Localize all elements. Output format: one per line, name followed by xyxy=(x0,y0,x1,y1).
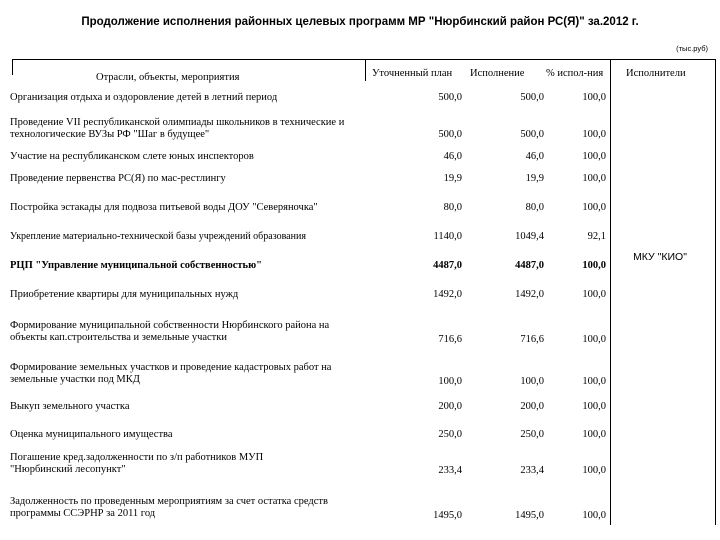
executor-label: МКУ "КИО" xyxy=(633,251,687,263)
row-fact: 250,0 xyxy=(520,429,544,440)
row-fact: 500,0 xyxy=(520,92,544,103)
row-plan: 1492,0 xyxy=(433,289,462,300)
row-name: Задолженность по проведенным мероприятиям за счет остатка средств программы ССЭРНР за 2011 год xyxy=(10,496,328,519)
row-plan: 100,0 xyxy=(438,376,462,387)
header-plan: Уточненный план xyxy=(372,68,453,79)
header-executor: Исполнители xyxy=(626,68,686,79)
row-percent: 100,0 xyxy=(582,401,606,412)
row-name: Проведение VII республиканской олимпиады школьников в технические и технологические ВУЗы РФ "Шаг в будущее" xyxy=(10,117,345,140)
row-name: Оценка муниципального имущества xyxy=(10,429,173,440)
row-plan: 80,0 xyxy=(443,202,462,213)
row-name: Проведение первенства РС(Я) по мас-рестлингу xyxy=(10,173,226,184)
row-fact: 80,0 xyxy=(525,202,544,213)
row-name: РЦП "Управление муниципальной собственностью" xyxy=(10,260,262,271)
row-name: Формирование земельных участков и проведение кадастровых работ на земельные участки под МКД xyxy=(10,362,332,385)
row-plan: 4487,0 xyxy=(433,260,462,271)
header-fact: Исполнение xyxy=(470,68,525,79)
row-percent: 100,0 xyxy=(582,289,606,300)
row-percent: 100,0 xyxy=(582,429,606,440)
row-fact: 233,4 xyxy=(520,465,544,476)
row-plan: 19,9 xyxy=(443,173,462,184)
header-name: Отрасли, объекты, мероприятия xyxy=(96,72,240,83)
row-percent: 100,0 xyxy=(582,129,606,140)
row-percent: 100,0 xyxy=(582,376,606,387)
row-plan: 46,0 xyxy=(443,151,462,162)
row-fact: 100,0 xyxy=(520,376,544,387)
row-percent: 100,0 xyxy=(582,202,606,213)
row-name: Приобретение квартиры для муниципальных нужд xyxy=(10,289,239,300)
row-plan: 200,0 xyxy=(438,401,462,412)
row-name: Участие на республиканском слете юных инспекторов xyxy=(10,151,254,162)
row-name: Погашение кред.задолженности по з/п работников МУП "Нюрбинский лесопункт" xyxy=(10,452,264,475)
row-name: Постройка эстакады для подвоза питьевой воды ДОУ "Северяночка" xyxy=(10,202,318,213)
units-note: (тыс.руб) xyxy=(676,44,708,53)
row-percent: 100,0 xyxy=(582,334,606,345)
row-percent: 92,1 xyxy=(587,231,606,242)
column-divider xyxy=(715,59,716,525)
row-fact: 1495,0 xyxy=(515,510,544,521)
row-plan: 233,4 xyxy=(438,465,462,476)
column-divider xyxy=(12,59,13,75)
row-percent: 100,0 xyxy=(582,173,606,184)
column-divider xyxy=(365,59,366,81)
row-fact: 500,0 xyxy=(520,129,544,140)
row-percent: 100,0 xyxy=(582,92,606,103)
row-fact: 4487,0 xyxy=(515,260,544,271)
row-plan: 1495,0 xyxy=(433,510,462,521)
row-fact: 200,0 xyxy=(520,401,544,412)
row-plan: 250,0 xyxy=(438,429,462,440)
row-fact: 46,0 xyxy=(525,151,544,162)
row-plan: 1140,0 xyxy=(433,231,462,242)
row-name: Формирование муниципальной собственности Нюрбинского района на объекты кап.строительства и земельные участки xyxy=(10,320,330,343)
row-fact: 1049,4 xyxy=(515,231,544,242)
document-title: Продолжение исполнения районных целевых программ МР "Нюрбинский район РС(Я)" за.2012 г. xyxy=(81,16,639,28)
row-name: Выкуп земельного участка xyxy=(10,401,130,412)
row-plan: 716,6 xyxy=(438,334,462,345)
row-plan: 500,0 xyxy=(438,129,462,140)
row-name: Укрепление материально-технической базы учреждений образования xyxy=(10,231,306,242)
row-percent: 100,0 xyxy=(582,510,606,521)
row-fact: 19,9 xyxy=(525,173,544,184)
column-divider xyxy=(610,59,611,525)
header-percent: % испол-ния xyxy=(546,68,604,79)
row-percent: 100,0 xyxy=(582,260,606,271)
row-plan: 500,0 xyxy=(438,92,462,103)
row-fact: 1492,0 xyxy=(515,289,544,300)
row-percent: 100,0 xyxy=(582,465,606,476)
row-name: Организация отдыха и оздоровление детей в летний период xyxy=(10,92,278,103)
row-fact: 716,6 xyxy=(520,334,544,345)
row-percent: 100,0 xyxy=(582,151,606,162)
